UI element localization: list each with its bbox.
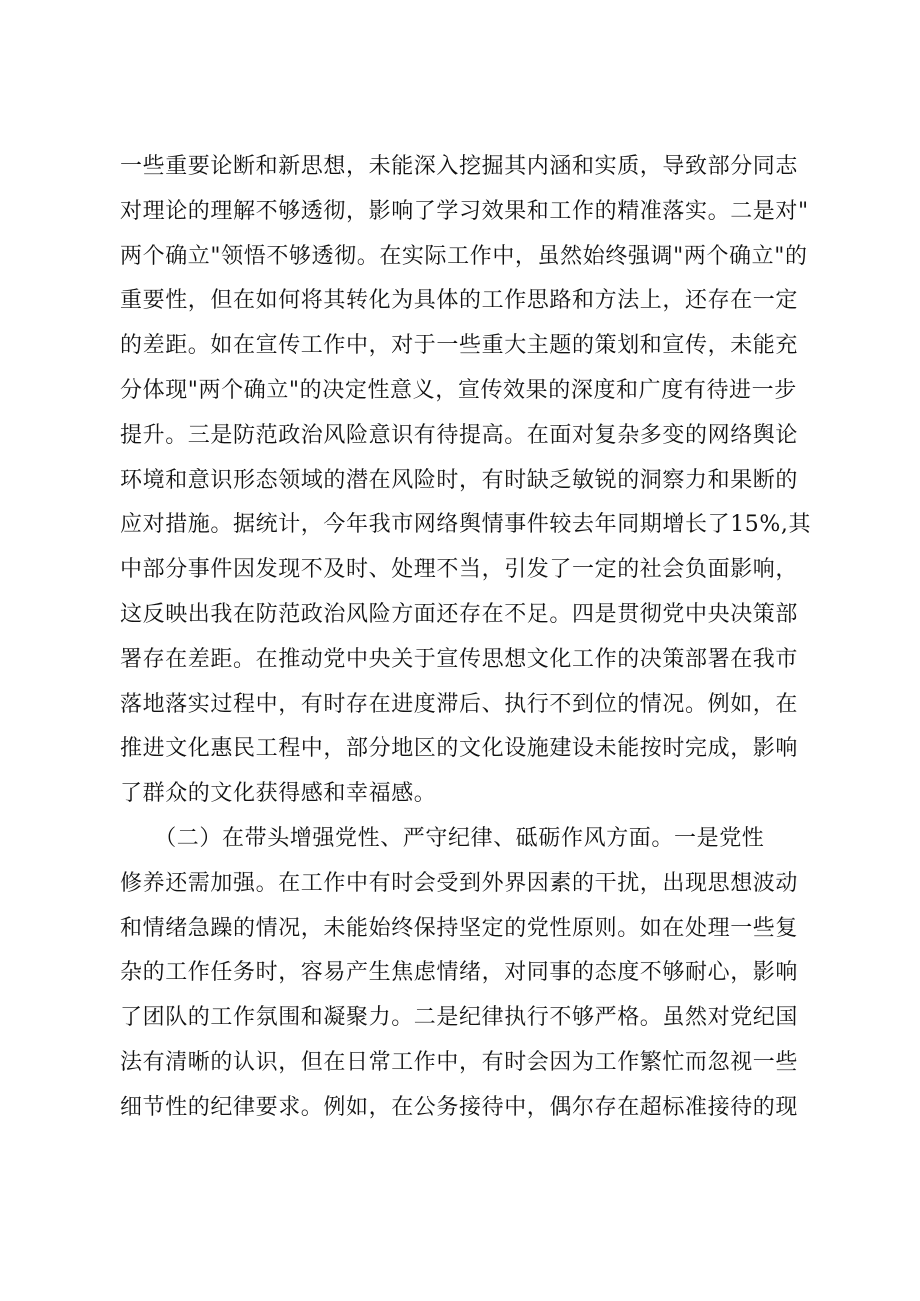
text-line: 重要性，但在如何将其转化为具体的工作思路和方法上，还存在一定 [120, 288, 799, 314]
paragraph-1 [120, 145, 810, 817]
text-line: 应对措施。据统计，今年我市网络舆情事件较去年同期增长了15%,其 [120, 512, 812, 538]
text-line: 了群众的文化获得感和幸福感。 [120, 781, 437, 807]
document-body [120, 145, 810, 1131]
text-line: 了团队的工作氛围和凝聚力。二是纪律执行不够严格。虽然对党纪国 [120, 1005, 799, 1031]
text-line: 中部分事件因发现不及时、处理不当，引发了一定的社会负面影响， [120, 557, 799, 583]
text-line: 分体现"两个确立"的决定性意义，宣传效果的深度和广度有待进一步 [120, 377, 797, 403]
text-line: 两个确立"领悟不够透彻。在实际工作中，虽然始终强调"两个确立"的 [120, 243, 808, 269]
text-line: 一些重要论断和新思想，未能深入挖掘其内涵和实质，导致部分同志 [120, 154, 799, 179]
text-line: 杂的工作任务时，容易产生焦虑情绪，对同事的态度不够耐心，影响 [120, 960, 799, 986]
text-line: 和情绪急躁的情况，未能始终保持坚定的党性原则。如在处理一些复 [120, 915, 799, 941]
text-line: （二）在带头增强党性、严守纪律、砥砺作风方面。一是党性 [120, 825, 765, 851]
text-line: 推进文化惠民工程中，部分地区的文化设施建设未能按时完成，影响 [120, 736, 799, 762]
text-line: 修养还需加强。在工作中有时会受到外界因素的干扰，出现思想波动 [120, 870, 799, 896]
paragraph-2 [120, 817, 810, 1131]
text-line: 环境和意识形态领域的潜在风险时，有时缺乏敏锐的洞察力和果断的 [120, 467, 799, 493]
text-line: 对理论的理解不够透彻，影响了学习效果和工作的精准落实。二是对" [120, 198, 809, 224]
text-line: 署存在差距。在推动党中央关于宣传思想文化工作的决策部署在我市 [120, 646, 799, 672]
text-line: 法有清晰的认识，但在日常工作中，有时会因为工作繁忙而忽视一些 [120, 1049, 799, 1075]
text-line: 这反映出我在防范政治风险方面还存在不足。四是贯彻党中央决策部 [120, 601, 799, 627]
text-line: 落地落实过程中，有时存在进度滞后、执行不到位的情况。例如，在 [120, 691, 799, 717]
text-line: 细节性的纪律要求。例如，在公务接待中，偶尔存在超标准接待的现 [120, 1094, 799, 1120]
text-line: 提升。三是防范政治风险意识有待提高。在面对复杂多变的网络舆论 [120, 422, 799, 448]
text-line: 的差距。如在宣传工作中，对于一些重大主题的策划和宣传，未能充 [120, 333, 799, 359]
